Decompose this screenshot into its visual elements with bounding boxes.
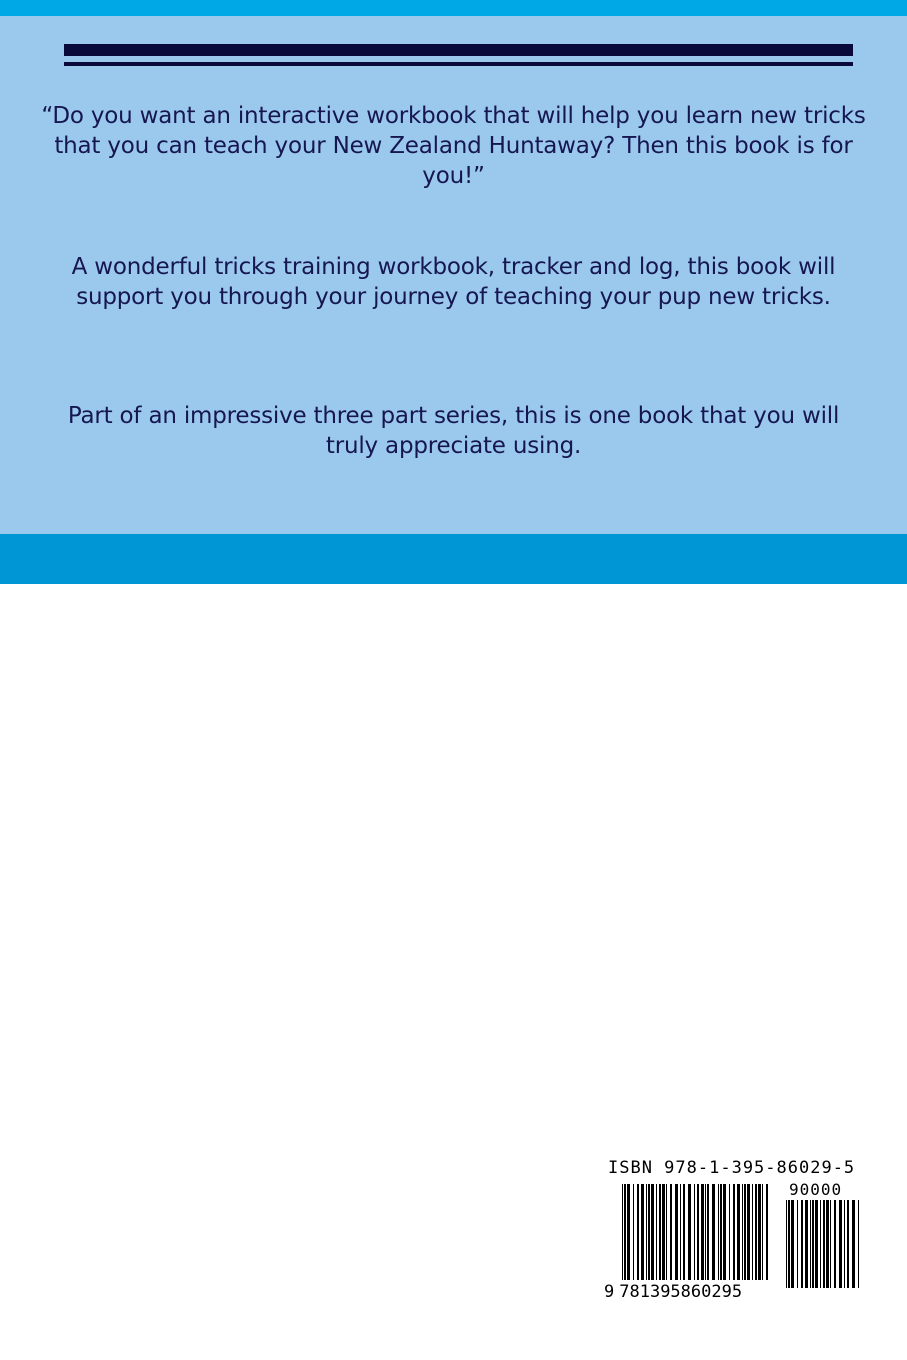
barcode-bar — [666, 1184, 667, 1280]
barcode-bar — [830, 1200, 831, 1288]
barcode-bar — [675, 1184, 678, 1280]
barcode-bar — [633, 1184, 634, 1280]
barcode-bar — [797, 1200, 798, 1288]
barcode-bar — [737, 1184, 740, 1280]
barcode-bar — [847, 1200, 849, 1288]
barcode-bar — [747, 1184, 750, 1280]
barcode-bar — [786, 1200, 787, 1288]
barcode-digits — [604, 1282, 742, 1302]
barcode-bar — [820, 1200, 821, 1288]
top-color-strip — [0, 0, 907, 16]
barcode-bar — [662, 1184, 665, 1280]
barcode-bar — [720, 1184, 722, 1280]
barcode-bar — [688, 1184, 691, 1280]
barcode-bar — [729, 1184, 730, 1280]
blurb-paragraph-series: Part of an impressive three part series, this is one book that you will truly appreciate using. — [67, 403, 840, 459]
barcode-bar — [858, 1200, 859, 1288]
barcode-bar — [801, 1200, 803, 1288]
barcode-digit-groups: 781395860295 — [619, 1282, 743, 1302]
barcode-bar — [680, 1184, 681, 1280]
barcode-bar — [697, 1184, 699, 1280]
price-code-label: 90000 — [789, 1180, 843, 1199]
barcode-bars — [600, 1180, 866, 1288]
barcode-bar — [823, 1200, 825, 1288]
barcode-bar — [758, 1184, 761, 1280]
barcode-bar — [622, 1184, 623, 1280]
isbn-label: ISBN 978-1-395-86029-5 — [608, 1158, 856, 1178]
barcode-bar — [683, 1184, 685, 1280]
barcode-bar — [701, 1184, 704, 1280]
barcode-bar — [624, 1184, 626, 1280]
barcode-bar — [755, 1184, 757, 1280]
barcode-bar — [707, 1184, 709, 1280]
barcode-bar — [670, 1184, 672, 1280]
barcode-bar — [791, 1200, 794, 1288]
barcode-bar — [834, 1200, 836, 1288]
barcode-bar — [826, 1200, 829, 1288]
blurb-paragraph-description: A wonderful tricks training workbook, tracker and log, this book will support you through your journey of teaching your pup new tricks. — [71, 254, 836, 310]
barcode-bar — [723, 1184, 726, 1280]
barcode-bar — [844, 1200, 845, 1288]
barcode-bar — [641, 1184, 644, 1280]
barcode-bar — [766, 1184, 768, 1280]
header-rule-thin — [64, 62, 853, 66]
barcode-lead-digit: 9 — [604, 1282, 615, 1302]
barcode-bar — [805, 1200, 808, 1288]
barcode-bar — [815, 1200, 818, 1288]
barcode-bar — [762, 1184, 763, 1280]
barcode-bar — [712, 1184, 715, 1280]
barcode-bar — [744, 1184, 746, 1280]
isbn-barcode-block — [600, 1158, 866, 1308]
barcode-bar — [627, 1184, 630, 1280]
barcode-bar — [752, 1184, 753, 1280]
header-rule-thick — [64, 44, 853, 56]
blurb-paragraph-question: “Do you want an interactive workbook that will help you learn new tricks that you can teach your New Zealand Huntaway? Then this book is for you!” — [41, 103, 866, 189]
barcode-bar — [812, 1200, 814, 1288]
barcode-bar — [651, 1184, 654, 1280]
barcode-bar — [742, 1184, 743, 1280]
barcode-bar — [637, 1184, 639, 1280]
barcode-bar — [839, 1200, 842, 1288]
barcode-bar — [788, 1200, 790, 1288]
barcode-bar — [705, 1184, 706, 1280]
barcode-bar — [656, 1184, 657, 1280]
bottom-color-band — [0, 534, 907, 584]
barcode-bar — [694, 1184, 695, 1280]
barcode-bar — [852, 1200, 855, 1288]
barcode-bar — [648, 1184, 650, 1280]
barcode-bar — [659, 1184, 661, 1280]
barcode-bar — [718, 1184, 719, 1280]
barcode-bar — [733, 1184, 735, 1280]
barcode-bar — [646, 1184, 647, 1280]
barcode-bar — [810, 1200, 811, 1288]
